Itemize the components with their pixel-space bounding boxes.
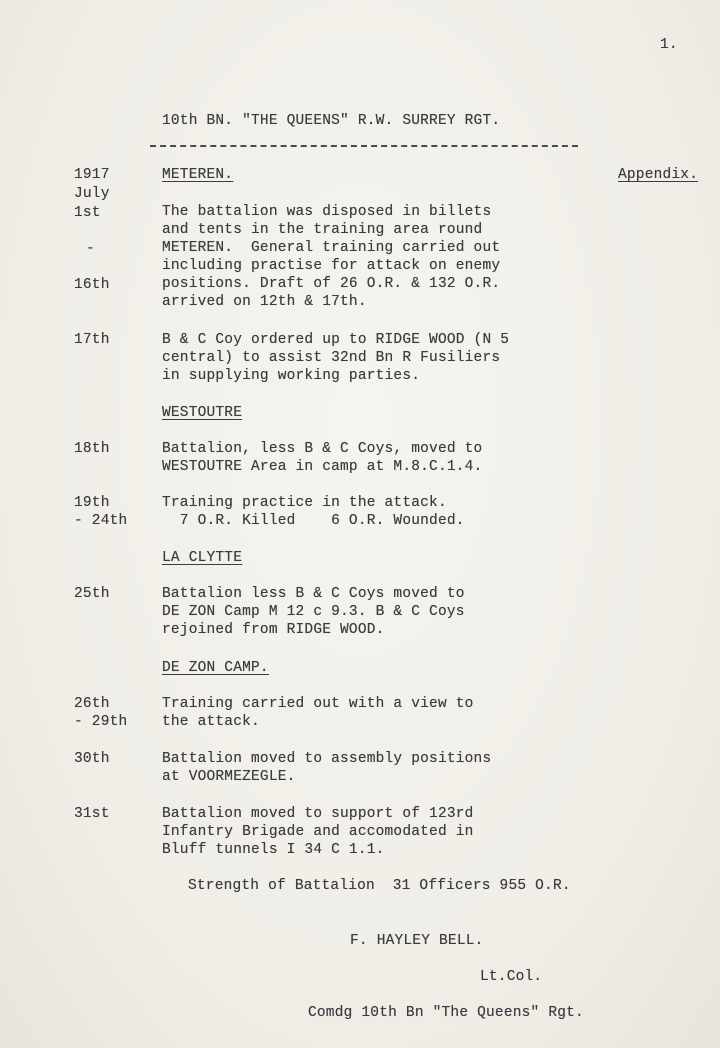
entry-line: The battalion was disposed in billets [162,204,492,220]
entry-line: including practise for attack on enemy [162,258,501,274]
section-la-clytte: LA CLYTTE [162,550,243,566]
page-heading: 10th BN. "THE QUEENS" R.W. SURREY RGT. [162,113,501,129]
entry-line: Bluff tunnels I 34 C 1.1. [162,842,385,858]
entry-line: rejoined from RIDGE WOOD. [162,622,385,638]
entry-line: Battalion moved to assembly positions [162,751,492,767]
date-year: 1917 [74,167,110,183]
date-24th: - 24th [74,513,128,529]
date-dash: - [86,241,95,257]
entry-line: Infantry Brigade and accomodated in [162,824,474,840]
battalion-strength: Strength of Battalion 31 Officers 955 O.R. [188,878,571,894]
entry-line: central) to assist 32nd Bn R Fusiliers [162,350,501,366]
date-18th: 18th [74,441,110,457]
entry-line: arrived on 12th & 17th. [162,294,367,310]
entry-line: Battalion less B & C Coys moved to [162,586,465,602]
date-16th: 16th [74,277,110,293]
entry-line: the attack. [162,714,260,730]
entry-line: DE ZON Camp M 12 c 9.3. B & C Coys [162,604,465,620]
date-1st: 1st [74,205,101,221]
entry-line: WESTOUTRE Area in camp at M.8.C.1.4. [162,459,483,475]
section-de-zon-camp: DE ZON CAMP. [162,660,269,676]
entry-line: Training practice in the attack. [162,495,447,511]
entry-line: in supplying working parties. [162,368,421,384]
entry-line: 7 O.R. Killed 6 O.R. Wounded. [162,513,465,529]
date-29th: - 29th [74,714,128,730]
date-17th: 17th [74,332,110,348]
date-19th: 19th [74,495,110,511]
date-25th: 25th [74,586,110,602]
entry-line: METEREN. General training carried out [162,240,501,256]
section-meteren: METEREN. [162,167,234,183]
appendix-label: Appendix. [618,167,699,183]
date-month: July [74,186,110,202]
section-westoutre: WESTOUTRE [162,405,243,421]
signature-rank: Lt.Col. [480,969,543,985]
entry-line: and tents in the training area round [162,222,483,238]
heading-rule [150,145,578,147]
date-26th: 26th [74,696,110,712]
signature-name: F. HAYLEY BELL. [350,933,484,949]
page-number: 1. [660,37,678,53]
entry-line: Training carried out with a view to [162,696,474,712]
entry-line: Battalion moved to support of 123rd [162,806,474,822]
date-30th: 30th [74,751,110,767]
entry-line: positions. Draft of 26 O.R. & 132 O.R. [162,276,501,292]
entry-line: Battalion, less B & C Coys, moved to [162,441,483,457]
signature-command: Comdg 10th Bn "The Queens" Rgt. [308,1005,584,1021]
date-31st: 31st [74,806,110,822]
entry-line: at VOORMEZEGLE. [162,769,296,785]
entry-line: B & C Coy ordered up to RIDGE WOOD (N 5 [162,332,510,348]
